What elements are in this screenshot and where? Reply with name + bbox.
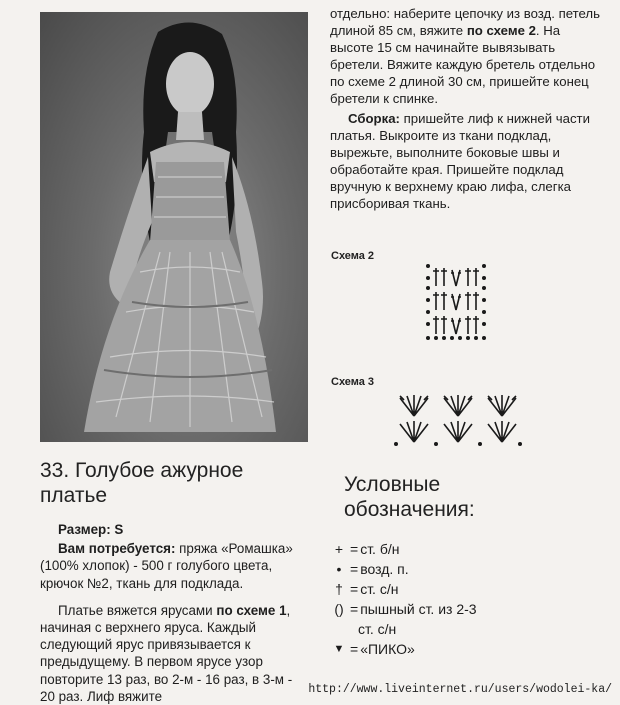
- model-illustration: [40, 12, 308, 442]
- legend-item-puff: () = пышный ст. из 2-3: [330, 600, 550, 620]
- bodice-paragraph: [330, 6, 602, 107]
- dress-photo: [40, 12, 308, 442]
- scheme-1-ref: по схеме 1: [216, 602, 287, 618]
- instructions-text-rest: , начиная с верхнего яруса. Каждый следующий ярус привязывается к предыдущему. В первом ярусе узор повторите 13 раз, во 2-м - 16 раз, в 3-м - 20 раз. Лиф вяжите: [40, 602, 293, 704]
- scheme-2-label: Схема 2: [331, 250, 375, 262]
- size-value: S: [114, 522, 124, 537]
- dagger-icon: †: [335, 581, 343, 597]
- materials-paragraph: [40, 540, 310, 592]
- assembly-text: пришейте лиф к нижней части платья. Выкроите из ткани подклад, вырежьте, выполните боковые швы и обработайте края. Пришейте подклад вручную к верхнему краю лифа, слегка присборивая ткань.: [330, 111, 590, 211]
- plus-icon: +: [334, 541, 344, 557]
- legend-text-continued: ст. с/н: [358, 621, 397, 637]
- size-label: Размер:: [58, 522, 111, 537]
- materials-text: пряжа «Ромашка» (100% хлопок) - 500 г голубого цвета, крючок №2, ткань для подклада.: [40, 541, 293, 591]
- article-title: 33. Голубое ажурное платье: [40, 459, 244, 507]
- scheme-2-ref: по схеме 2: [466, 22, 536, 38]
- picot-triangle-icon: ▼: [333, 643, 345, 655]
- instructions-paragraph: [40, 602, 310, 705]
- legend-text: возд. п.: [360, 561, 409, 577]
- puff-stitch-icon: (): [334, 601, 344, 617]
- legend-text: пышный ст. из 2-3: [360, 601, 477, 617]
- legend-item-dc: † = ст. с/н: [330, 580, 550, 600]
- legend-text: «ПИКО»: [360, 641, 415, 657]
- legend-item-sc: + = ст. б/н: [330, 540, 550, 560]
- legend-item-ch: • = возд. п.: [330, 560, 550, 580]
- materials-label: Вам потребуется:: [58, 541, 176, 557]
- right-column-text: [330, 6, 602, 213]
- legend-title: Условные обозначения:: [344, 473, 475, 521]
- assembly-paragraph: [330, 111, 602, 212]
- scheme-2-diagram: [424, 262, 488, 342]
- bodice-text: отдельно: наберите цепочку из возд. петель длиной 85 см, вяжите: [330, 6, 600, 38]
- legend-text: ст. б/н: [360, 541, 400, 557]
- bodice-text-rest: . На высоте 15 см начинайте вывязывать бретели. Вяжите каждую бретель отдельно по схеме 2 длиной 30 см, пришейте конец бретели к спинке.: [330, 22, 596, 106]
- dot-icon: •: [336, 561, 342, 577]
- scheme-3-diagram: [392, 392, 524, 448]
- instructions-text: Платье вяжется ярусами: [58, 602, 213, 618]
- source-watermark: http://www.liveinternet.ru/users/wodolei-ka/: [308, 683, 612, 696]
- scheme-3-label: Схема 3: [331, 376, 375, 388]
- left-column-text: [40, 521, 310, 705]
- legend-item-picot: ▼ = «ПИКО»: [330, 640, 550, 660]
- size-line: [58, 521, 310, 538]
- assembly-label: Сборка:: [348, 111, 400, 127]
- legend: [330, 540, 550, 660]
- legend-text: ст. с/н: [360, 581, 399, 597]
